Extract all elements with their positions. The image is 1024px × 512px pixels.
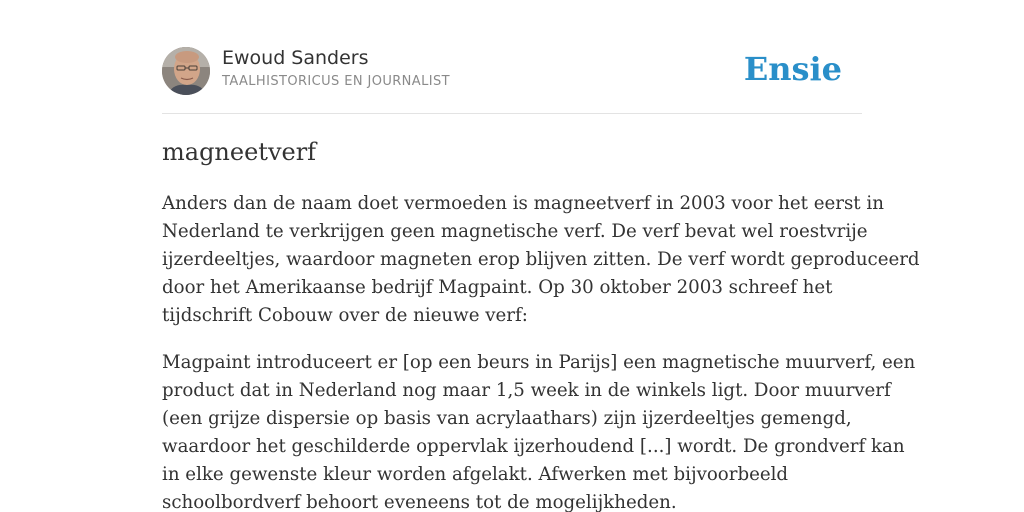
quote-line: Magpaint introduceert er [op een beurs in Parijs] een magnetische muurverf, een (162, 352, 916, 373)
paragraph-line: Anders dan de naam doet vermoeden is magneetverf in 2003 voor het eerst in (162, 193, 884, 214)
quote-line: waardoor het geschilderde oppervlak ijzerhoudend [...] wordt. De grondverf kan (162, 436, 905, 457)
paragraph-line: Nederland te verkrijgen geen magnetische verf. De verf bevat wel roestvrije (162, 221, 868, 242)
paragraph-line: tijdschrift Cobouw over de nieuwe verf: (162, 305, 528, 326)
article-quote (162, 349, 916, 512)
author-name[interactable]: Ewoud Sanders (222, 47, 369, 69)
quote-line: product dat in Nederland nog maar 1,5 week in de winkels ligt. Door muurverf (162, 380, 891, 401)
article-paragraph (162, 190, 920, 330)
quote-line: in elke gewenste kleur worden afgelakt. Afwerken met bijvoorbeeld (162, 464, 789, 485)
author-role: TAALHISTORICUS EN JOURNALIST (222, 74, 450, 89)
author-photo (162, 47, 210, 95)
avatar[interactable] (162, 47, 210, 95)
ensie-logo[interactable]: Ensie (743, 50, 842, 88)
quote-line: schoolbordverf behoort eveneens tot de mogelijkheden. (162, 492, 677, 512)
author-header (162, 45, 862, 97)
paragraph-line: ijzerdeeltjes, waardoor magneten erop blijven zitten. De verf wordt geproduceerd (162, 249, 920, 270)
article-title: magneetverf (162, 138, 317, 166)
quote-line: (een grijze dispersie op basis van acrylaathars) zijn ijzerdeeltjes gemengd, (162, 408, 852, 429)
paragraph-line: door het Amerikaanse bedrijf Magpaint. Op 30 oktober 2003 schreef het (162, 277, 833, 298)
header-divider (162, 113, 862, 114)
